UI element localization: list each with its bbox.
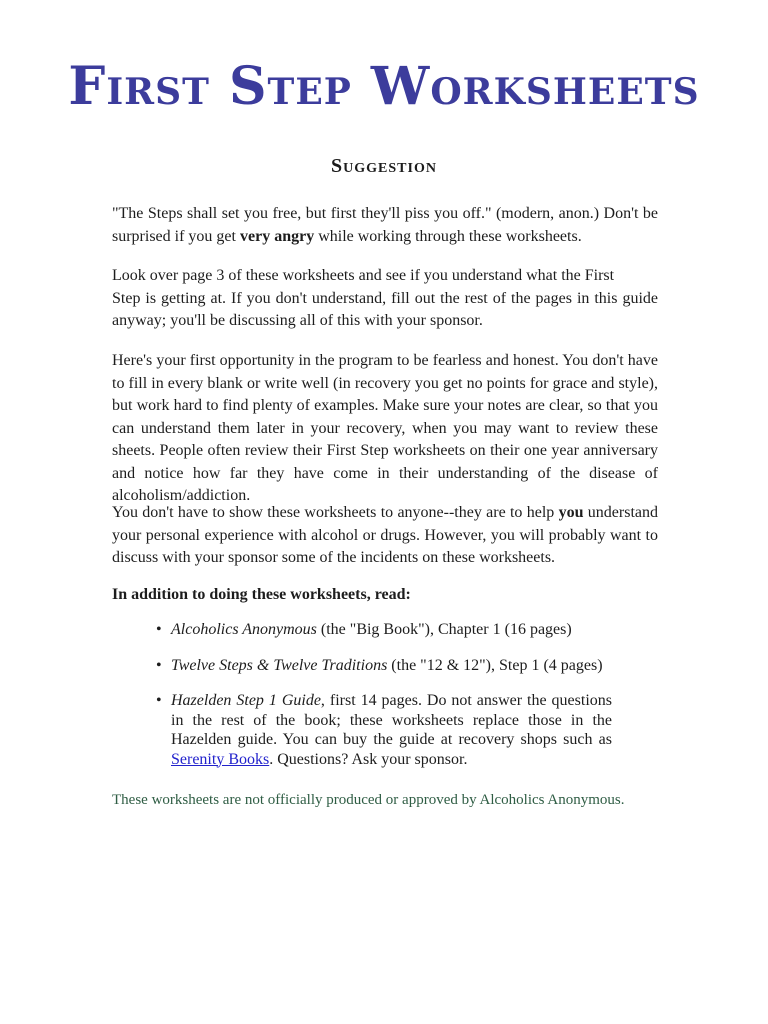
list-item-text: Hazelden Step 1 Guide, first 14 pages. Do not answer the questions in the rest of the book; these worksheets replace those in the Hazelden guide. You can buy the guide at recovery shops such as Serenity Books. Questions? Ask your sponsor. bbox=[171, 692, 612, 768]
suggestion-heading: Suggestion bbox=[331, 155, 437, 177]
list-item-text: Twelve Steps & Twelve Traditions (the "12 & 12"), Step 1 (4 pages) bbox=[171, 656, 603, 674]
bullet-icon: • bbox=[156, 692, 162, 709]
paragraph-quote: "The Steps shall set you free, but first they'll piss you off." (modern, anon.) Don't be surprised if you get very angry while working through these worksheets. bbox=[112, 205, 658, 245]
bullet-icon: • bbox=[156, 656, 162, 674]
list-item-text: Alcoholics Anonymous (the "Big Book"), Chapter 1 (16 pages) bbox=[171, 621, 572, 638]
serenity-books-link[interactable]: Serenity Books bbox=[171, 750, 270, 768]
list-item-big-book bbox=[156, 620, 612, 640]
paragraph-show-worksheets: You don't have to show these worksheets to anyone--they are to help you understand your personal experience with alcohol or drugs. However, you will probably want to discuss with your sponsor some of the incidents on these worksheets. bbox=[112, 504, 659, 566]
paragraph-look-over-page-3: Look over page 3 of these worksheets and see if you understand what the First Step is getting at. If you don't understand, fill out the rest of the pages in this guide anyway; you'll be discussing all of this with your sponsor. bbox=[112, 267, 658, 329]
document-title: First Step Worksheets bbox=[68, 56, 700, 117]
bullet-icon: • bbox=[156, 621, 162, 638]
disclaimer-note: These worksheets are not officially produced or approved by Alcoholics Anonymous. bbox=[112, 792, 625, 808]
read-heading: In addition to doing these worksheets, read: bbox=[112, 586, 411, 603]
list-item-twelve-and-twelve bbox=[156, 656, 612, 676]
list-item-hazelden-guide bbox=[156, 691, 612, 769]
paragraph-first-opportunity: Here's your first opportunity in the program to be fearless and honest. You don't have to fill in every blank or write well (in recovery you get no points for grace and style), but work hard to find plenty of examples. Make sure your notes are clear, so that you can understand them later in your recovery, when you may want to review these sheets. People often review their First Step worksheets on their one year anniversary and notice how far they have come in their understanding of the disease of alcoholism/addiction. bbox=[112, 352, 658, 504]
reading-list bbox=[156, 620, 612, 769]
